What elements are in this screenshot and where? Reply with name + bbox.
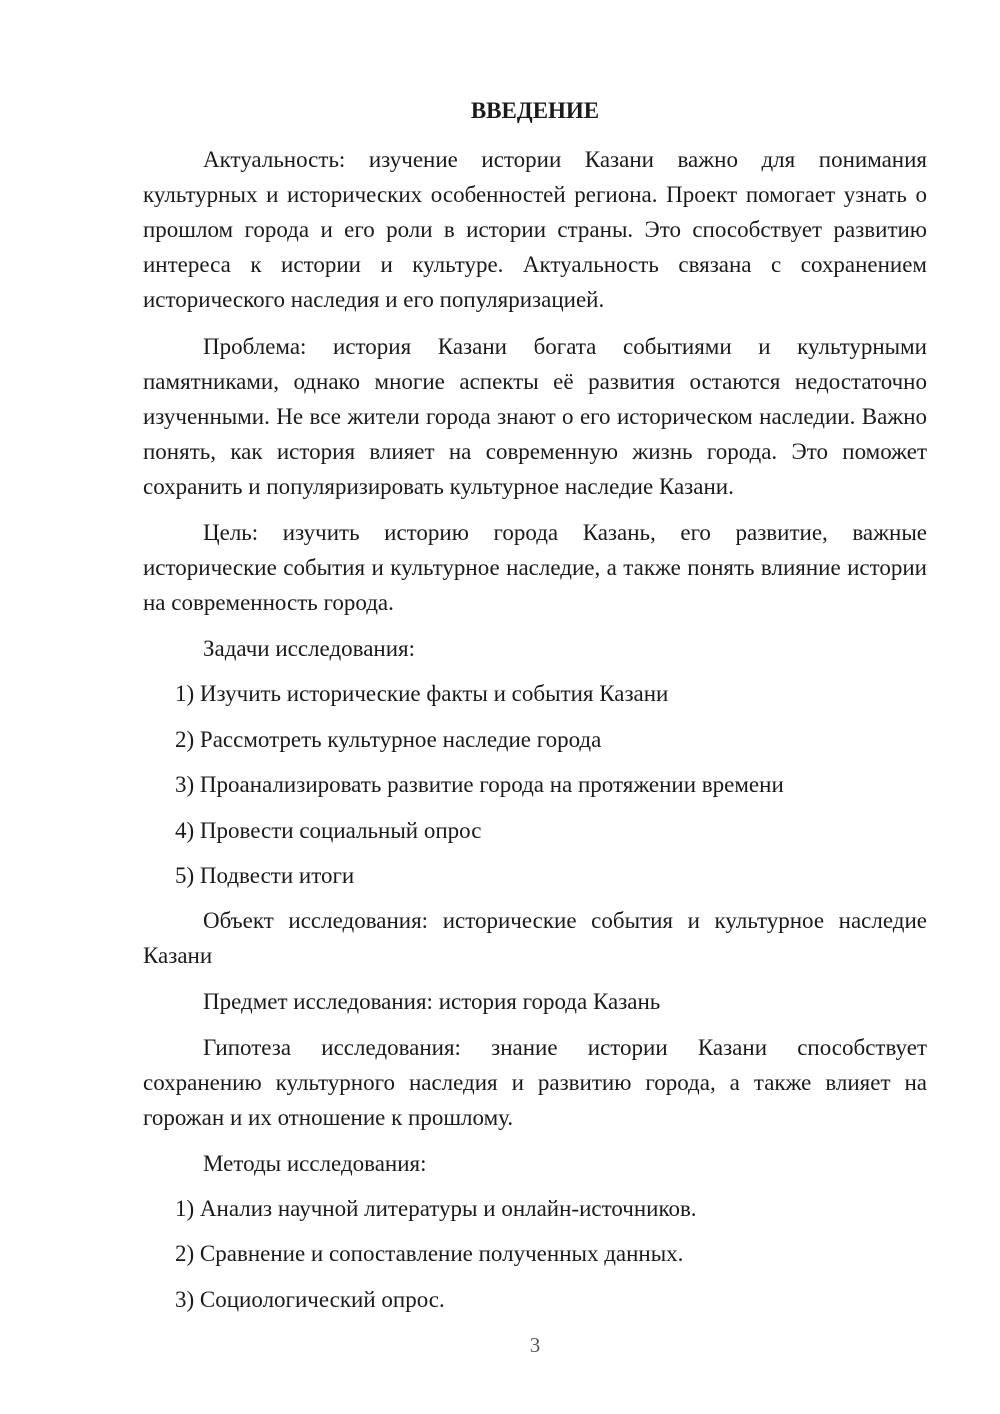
- method-item: 2) Сравнение и сопоставление полученных данных.: [175, 1241, 684, 1266]
- methods-heading: Методы исследования:: [203, 1151, 427, 1176]
- method-item: 1) Анализ научной литературы и онлайн-источников.: [175, 1196, 697, 1221]
- hypothesis-paragraph: Гипотеза исследования: знание истории Казани способствует сохранению культурного наследия и развитию города, а также влияет на горожан и их отношение к прошлому.: [143, 1035, 927, 1130]
- task-item: 4) Провести социальный опрос: [175, 818, 482, 843]
- subject-line: Предмет исследования: история города Казань: [203, 989, 661, 1014]
- page-title: ВВЕДЕНИЕ: [470, 98, 600, 123]
- page-number: 3: [529, 1333, 541, 1357]
- relevance-paragraph: Актуальность: изучение истории Казани важно для понимания культурных и исторических особенностей региона. Проект помогает узнать о прошлом города и его роли в истории страны. Это способствует развитию интереса к истории и культуре. Актуальность связана с сохранением исторического наследия и его популяризацией.: [143, 147, 927, 312]
- tasks-heading: Задачи исследования:: [203, 636, 416, 661]
- goal-paragraph: Цель: изучить историю города Казань, его развитие, важные исторические события и культурное наследие, а также понять влияние истории на современность города.: [143, 520, 927, 615]
- task-item: 1) Изучить исторические факты и события Казани: [175, 681, 669, 706]
- task-item: 2) Рассмотреть культурное наследие города: [175, 727, 602, 752]
- task-item: 5) Подвести итоги: [175, 863, 355, 888]
- task-item: 3) Проанализировать развитие города на протяжении времени: [175, 772, 784, 797]
- problem-paragraph: Проблема: история Казани богата событиями и культурными памятниками, однако многие аспекты её развития остаются недостаточно изученными. Не все жители города знают о его историческом наследии. Важно понять, как история влияет на современную жизнь города. Это поможет сохранить и популяризировать культурное наследие Казани.: [143, 334, 927, 499]
- method-item: 3) Социологический опрос.: [175, 1287, 445, 1312]
- object-paragraph: Объект исследования: исторические события и культурное наследие Казани: [143, 908, 927, 968]
